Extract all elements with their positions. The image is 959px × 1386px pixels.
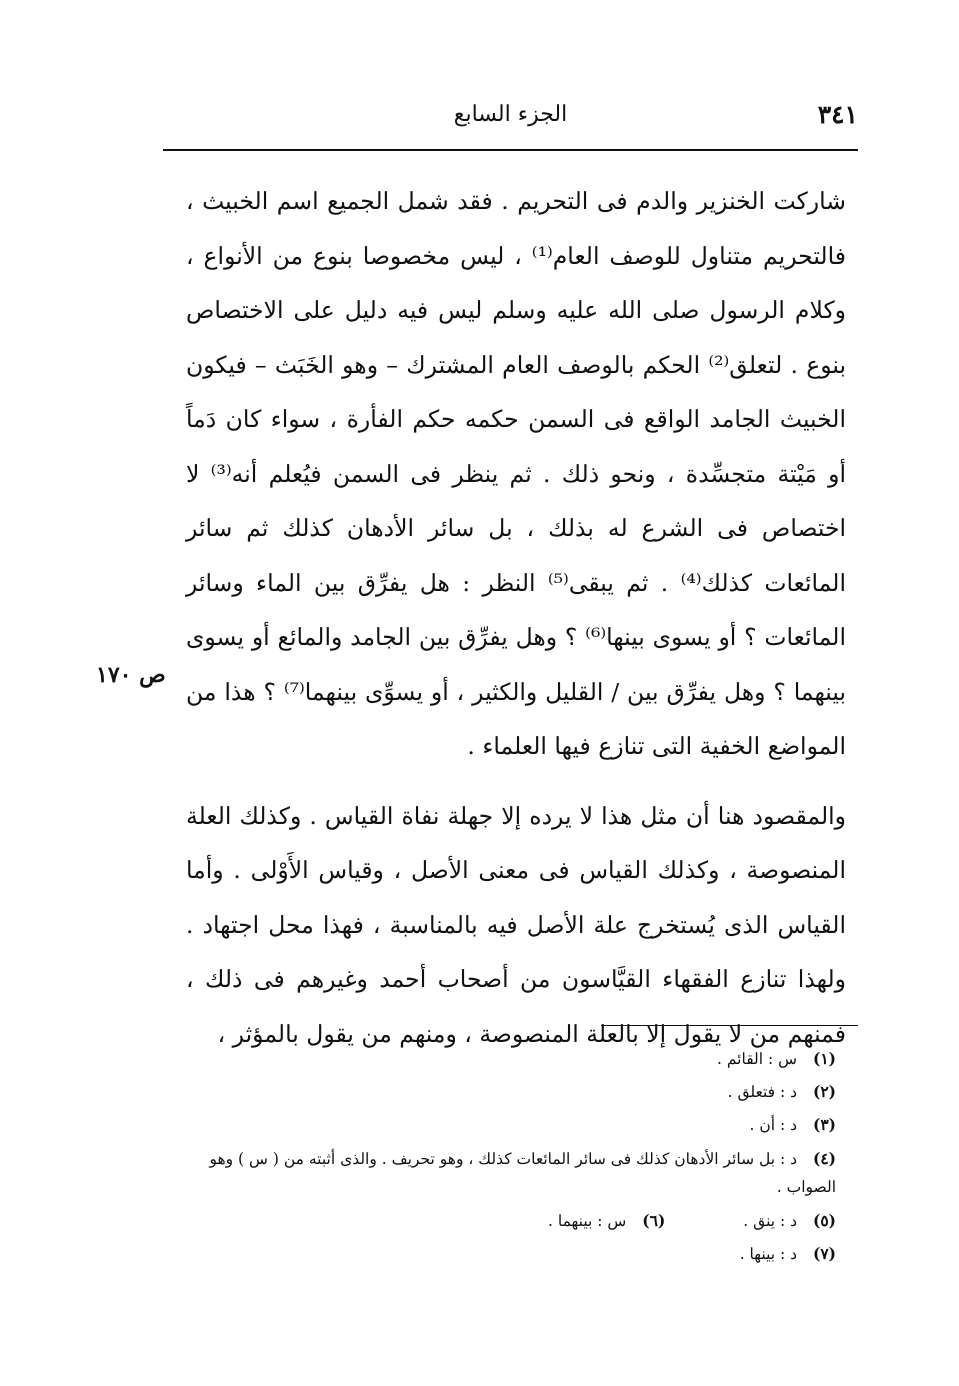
running-head <box>163 96 858 140</box>
page-number: ٣٤١ <box>817 100 858 129</box>
body-paragraph-1: شاركت الخنزير والدم فى التحريم . فقد شمل الجميع اسم الخبيث ، فالتحريم متناول للوصف العام⁽¹⁾ ، ليس مخصوصا بنوع من الأنواع ، وكلام الرسول صلى الله عليه وسلم ليس فيه دليل على الاختصاص بنوع . لتعلق⁽²⁾ الحكم بالوصف العام المشترك – وهو الخَبَث – فيكون الخبيث الجامد الواقع فى السمن حكمه حكم الفأرة ، سواء كان دَماً أو مَيْتة متجسِّدة ، ونحو ذلك . ثم ينظر فى السمن فيُعلم أنه⁽³⁾ لا اختصاص فى الشرع له بذلك ، بل سائر الأدهان كذلك ثم سائر المائعات كذلك⁽⁴⁾ . ثم يبقى⁽⁵⁾ النظر : هل يفرِّق بين الماء وسائر المائعات ؟ أو يسوى بينها⁽⁶⁾ ؟ وهل يفرِّق بين الجامد والمائع أو يسوى بينهما ؟ وهل يفرِّق بين / القليل والكثير ، أو يسوِّى بينهما⁽⁷⁾ ؟ هذا من المواضع الخفية التى تنازع فيها العلماء . <box>186 187 847 760</box>
footnote-4 <box>190 1145 836 1201</box>
footnote-5 <box>743 1208 836 1234</box>
footnote-number: (٤) <box>812 1149 836 1168</box>
footnote-3 <box>190 1112 836 1138</box>
footnote-text: د : ينق . <box>743 1212 798 1230</box>
footnote-text: د : بل سائر الأدهان كذلك فى سائر المائعات كذلك ، وهو تحريف . والذى أثبته من ( س ) وهو الصواب . <box>209 1150 836 1196</box>
footnote-text: د : أن . <box>749 1116 798 1134</box>
footnote-number: (٣) <box>812 1115 836 1134</box>
footnote-text: س : القائم . <box>716 1050 798 1068</box>
footnote-7 <box>190 1241 836 1267</box>
footnote-number: (٢) <box>812 1082 836 1101</box>
running-title: الجزء السابع <box>453 102 568 127</box>
footnote-2 <box>190 1079 836 1105</box>
footnote-number: (٥) <box>812 1211 836 1230</box>
footnote-number: (٧) <box>812 1244 836 1263</box>
footnotes <box>190 1046 836 1274</box>
body-paragraph-2: والمقصود هنا أن مثل هذا لا يرده إلا جهلة نفاة القياس . وكذلك العلة المنصوصة ، وكذلك القياس فى معنى الأصل ، وقياس الأَوْلى . وأما القياس الذى يُستخرج علة الأصل فيه بالمناسبة ، فهذا محل اجتهاد . ولهذا تنازع الفقهاء القيَّاسون من أصحاب أحمد وغيرهم فى ذلك ، فمنهم من لا يقول إلا بالعلة المنصوصة ، ومنهم من يقول بالمؤثر ، <box>186 801 846 1048</box>
footnote-number: (١) <box>812 1049 836 1068</box>
footnote-text: د : بينها . <box>739 1245 798 1263</box>
footnote-6 <box>548 1208 665 1234</box>
body-text <box>186 174 846 1061</box>
footnote-text: د : فتعلق . <box>727 1083 798 1101</box>
footnote-row-5-6 <box>190 1208 836 1234</box>
header-rule <box>163 149 858 151</box>
footnote-number: (٦) <box>642 1211 666 1230</box>
footnote-rule <box>601 1025 858 1026</box>
footnote-text: س : بينهما . <box>548 1212 627 1230</box>
footnote-1 <box>190 1046 836 1072</box>
margin-page-reference: ص ١٧٠ <box>96 662 166 688</box>
